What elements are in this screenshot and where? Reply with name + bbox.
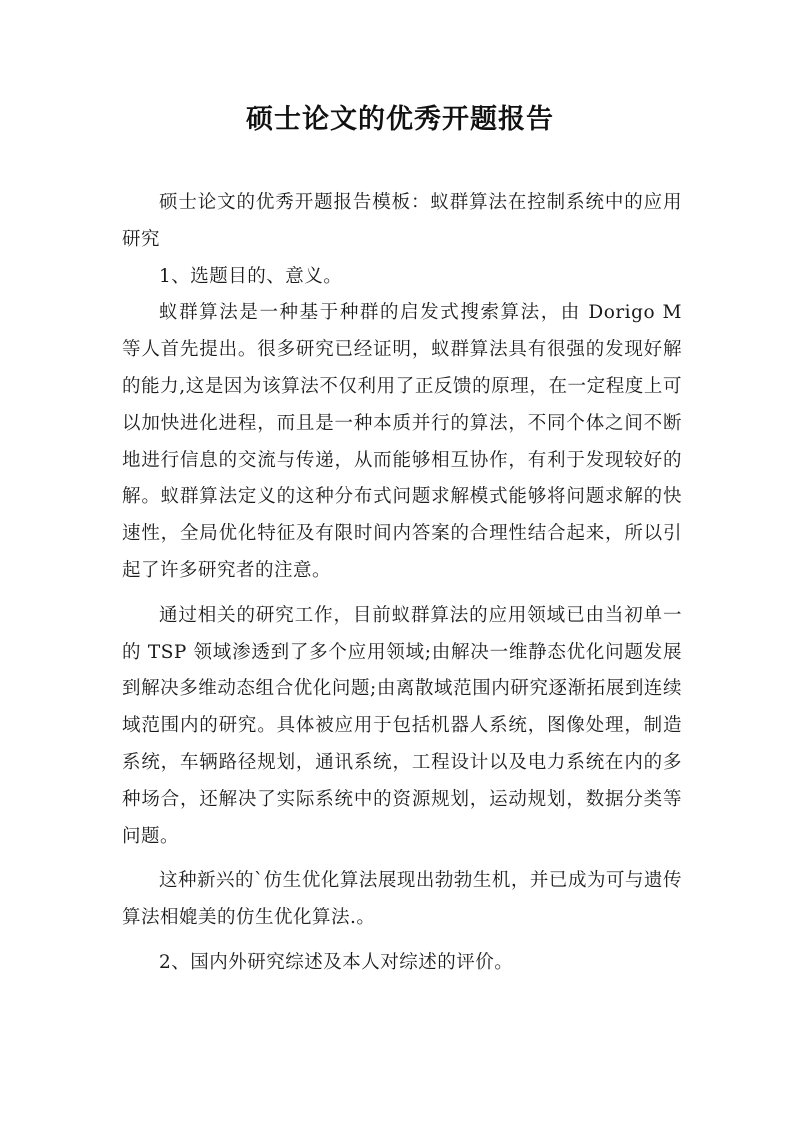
paragraph-intro: 硕士论文的优秀开题报告模板：蚁群算法在控制系统中的应用研究 (122, 192, 682, 250)
document-body (122, 185, 682, 982)
section-heading-review: 2、国内外研究综述及本人对综述的评价。 (159, 951, 514, 973)
paragraph-bionic: 这种新兴的`仿生优化算法展现出勃勃生机，并已成为可与遗传算法相媲美的仿生优化算法.。 (122, 870, 682, 929)
paragraph-applications: 通过相关的研究工作，目前蚁群算法的应用领域已由当初单一的 TSP 领域渗透到了多个应用领域;由解决一维静态优化问题发展到解决多维动态组合优化问题;由离散域范围内研究逐渐拓展到连续域范围内的研究。具体被应用于包括机器人系统，图像处理，制造系统，车辆路径规划，通讯系统，工程设计以及电力系统在内的多种场合，还解决了实际系统中的资源规划，运动规划，数据分类等问题。 (122, 604, 682, 847)
document-title: 硕士论文的优秀开题报告 (246, 104, 554, 135)
section-heading-purpose: 1、选题目的、意义。 (159, 265, 343, 287)
paragraph-algorithm-overview: 蚁群算法是一种基于种群的启发式搜索算法，由 Dorigo M 等人首先提出。很多研究已经证明，蚁群算法具有很强的发现好解的能力,这是因为该算法不仅利用了正反馈的原理，在一定程度上可以加快进化进程，而且是一种本质并行的算法，不同个体之间不断地进行信息的交流与传递，从而能够相互协作，有利于发现较好的解。蚁群算法定义的这种分布式问题求解模式能够将问题求解的快速性，全局优化特征及有限时间内答案的合理性结合起来，所以引起了许多研究者的注意。 (122, 302, 682, 581)
